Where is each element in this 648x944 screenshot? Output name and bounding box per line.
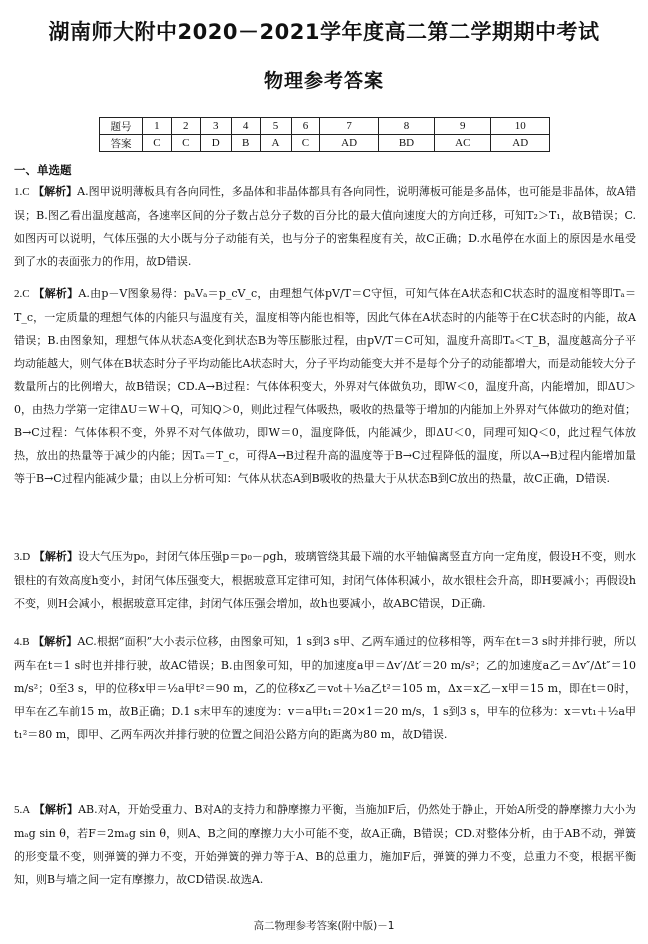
document-title: 湖南师大附中2020－2021学年度高二第二学期期中考试 [48,20,600,44]
table-cell: 1 [143,118,172,135]
answer-number: 1.C [14,186,30,198]
page-footer: 高二物理参考答案(附中版)－1 [253,920,395,932]
answer-table-row-answers [100,135,550,152]
answer-table-row-numbers [100,118,550,135]
answer-item-1 [14,180,636,273]
table-cell: C [143,135,172,152]
analysis-tag: 【解析】 [33,803,79,816]
document-subtitle: 物理参考答案 [263,70,384,92]
table-cell: AD [320,135,378,152]
table-cell: 5 [260,118,291,135]
section-heading: 一、单选题 [14,163,72,177]
answer-item-4 [14,630,636,746]
analysis-tag: 【解析】 [33,287,79,300]
analysis-tag: 【解析】 [33,185,78,198]
answer-table [99,117,550,152]
answer-text: AC.根据“面积”大小表示位移，由图象可知，1 s到3 s甲、乙两车通过的位移相等，两车在t＝3 s时并排行驶，所以两车在t＝1 s时也并排行驶，故AC错误；B.由图象可知，甲的加速度a甲＝Δv′/Δt′＝20 m/s²；乙的加速度a乙＝Δv″/Δt″＝10 m/s²；0至3 s，甲的位移x甲＝½a甲t²＝90 m，乙的位移x乙＝v₀t＋½a乙t²＝105 m，Δx＝x乙－x甲＝15 m，即在t＝0时，甲车在乙车前15 m，故B正确；D.1 s末甲车的速度为：v＝a甲t₁＝20×1＝20 m/s，1 s到3 s，甲车的位移为：x＝vt₁＋½a甲t₁²＝80 m，即甲、乙两车两次并排行驶的位置之间沿公路方向的距离为80 m，故D错误. [14,635,637,741]
table-cell: BD [378,135,434,152]
answer-text: AB.对A，开始受重力、B对A的支持力和静摩擦力平衡，当施加F后，仍然处于静止，开始A所受的静摩擦力大小为mₐg sin θ，若F＝2mₐg sin θ，则A、B之间的摩擦力大小可能不变，故A正确，B错误；CD.对整体分析，由于AB不动，弹簧的形变量不变，则弹簧的弹力不变，开始弹簧的弹力等于A、B的总重力，施加F后，弹簧的弹力不变，总重力不变，根据平衡知，则B与墙之间一定有摩擦力，故CD错误.故选A. [14,803,636,886]
answer-item-2 [14,282,636,490]
answer-text: 设大气压为p₀，封闭气体压强p＝p₀－ρgh，玻璃管绕其最下端的水平轴偏离竖直方向一定角度，假设H不变，则水银柱的有效高度h变小，封闭气体压强变大，根据玻意耳定律可知，封闭气体体积减小，故水银柱会升高，即H要减小；再假设h不变，则H会减小，根据玻意耳定律，封闭气体压强会增加，故h也要减小，故ABC错误，D正确. [14,550,636,610]
answer-number: 2.C [14,288,30,300]
table-cell: 3 [200,118,231,135]
table-cell: 4 [231,118,260,135]
table-cell: D [200,135,231,152]
answer-item-5 [14,798,636,891]
table-cell: AD [491,135,550,152]
table-cell: 8 [378,118,434,135]
table-cell: 6 [291,118,320,135]
table-header-cell: 答案 [100,135,143,152]
analysis-tag: 【解析】 [33,635,78,648]
answer-text: A.由p－V图象易得：pₐVₐ＝p_cV_c，由理想气体pV/T＝C守恒，可知气体在A状态和C状态时的温度相等即Tₐ＝T_c，一定质量的理想气体的内能只与温度有关，温度相等内能也相等，因此气体在A状态时的内能等于在C状态时的内能，故A错误；B.由图象知，理想气体从状态A变化到状态B为等压膨胀过程，由pV/T＝C可知，温度升高即Tₐ＜T_B，温度越高分子平均动能越大，则气体在B状态时分子平均动能比A状态时大，分子平均动能变大并不是每个分子的动能都增大，而是动能较大分子数量所占的比例增大，故B错误；CD.A→B过程：气体体积变大，外界对气体做负功，即W＜0，温度升高，内能增加，即ΔU＞0，由热力学第一定律ΔU＝W＋Q，可知Q＞0，则此过程气体吸热，吸收的热量等于增加的内能加上外界对气体做功的绝对值；B→C过程：气体体积不变，外界不对气体做功，即W＝0，温度降低，内能减少，即ΔU＜0，同理可知Q＜0，此过程气体放热，放出的热量等于减少的内能；因Tₐ＝T_c，可得A→B过程升高的温度等于B→C过程降低的温度，所以A→B过程内能增加量等于B→C过程内能减少量；由以上分析可知：气体从状态A到B吸收的热量大于从状态B到C放出的热量，故C正确，D错误. [14,287,637,485]
answer-number: 4.B [14,636,30,648]
table-cell: AC [435,135,491,152]
table-cell: 9 [435,118,491,135]
analysis-tag: 【解析】 [33,550,79,563]
table-cell: C [171,135,200,152]
table-cell: A [260,135,291,152]
table-cell: C [291,135,320,152]
table-cell: 7 [320,118,378,135]
answer-text: A.图甲说明薄板具有各向同性，多晶体和非晶体都具有各向同性，说明薄板可能是多晶体，也可能是非晶体，故A错误；B.图乙看出温度越高，各速率区间的分子数占总分子数的百分比的最大值向速度大的方向迁移，可知T₂＞T₁，故B错误；C.如图丙可以说明，气体压强的大小既与分子动能有关，也与分子的密集程度有关，故C正确；D.水黾停在水面上的原因是水黾受到了水的表面张力的作用，故D错误. [14,185,637,268]
table-cell: B [231,135,260,152]
table-header-cell: 题号 [100,118,143,135]
answer-number: 3.D [14,551,31,563]
answer-item-3 [14,545,636,615]
table-cell: 2 [171,118,200,135]
table-cell: 10 [491,118,550,135]
answer-number: 5.A [14,804,31,816]
